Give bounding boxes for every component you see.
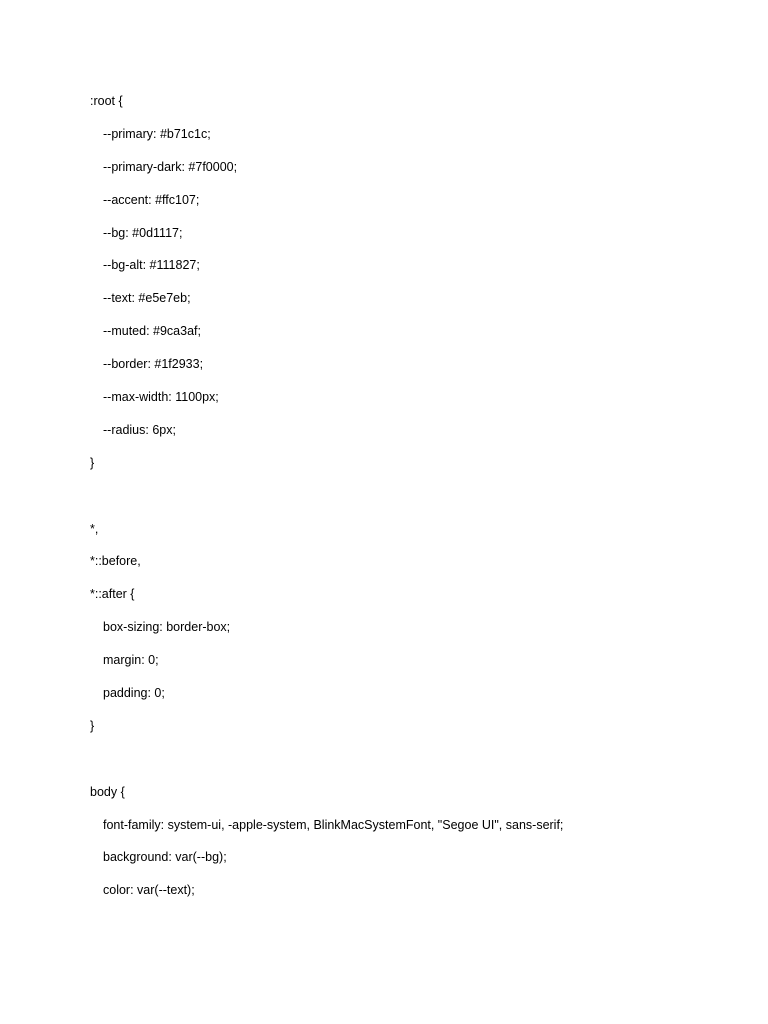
document-line: --radius: 6px; [103, 422, 176, 437]
document-line [90, 489, 730, 522]
document-line: box-sizing: border-box; [103, 620, 231, 635]
document-line: --bg: #0d1117; [103, 225, 183, 240]
document-line: body { [90, 784, 125, 799]
document-line: --max-width: 1100px; [103, 390, 219, 405]
document-line: :root { [90, 94, 123, 108]
document-line: } [90, 455, 95, 470]
document-line: --accent: #ffc107; [103, 192, 200, 207]
document-line: --primary-dark: #7f0000; [103, 159, 238, 174]
document-line: color: var(--text); [103, 883, 195, 898]
document-line: --text: #e5e7eb; [103, 291, 191, 306]
document-line: margin: 0; [103, 653, 159, 668]
document-line: --muted: #9ca3af; [103, 324, 201, 339]
document-line: --primary: #b71c1c; [103, 126, 211, 141]
document-line [90, 752, 730, 785]
document-body [90, 94, 730, 916]
document-line: background: var(--bg); [103, 850, 227, 865]
document-line: *::before, [90, 554, 141, 569]
document-line: padding: 0; [103, 686, 165, 701]
document-line: } [90, 718, 95, 733]
document-line: --border: #1f2933; [103, 357, 204, 372]
document-line: *, [90, 521, 99, 536]
document-line: --bg-alt: #111827; [103, 258, 200, 273]
document-line: font-family: system-ui, -apple-system, BlinkMacSystemFont, "Segoe UI", sans-serif; [103, 817, 564, 832]
document-line: *::after { [90, 587, 135, 602]
